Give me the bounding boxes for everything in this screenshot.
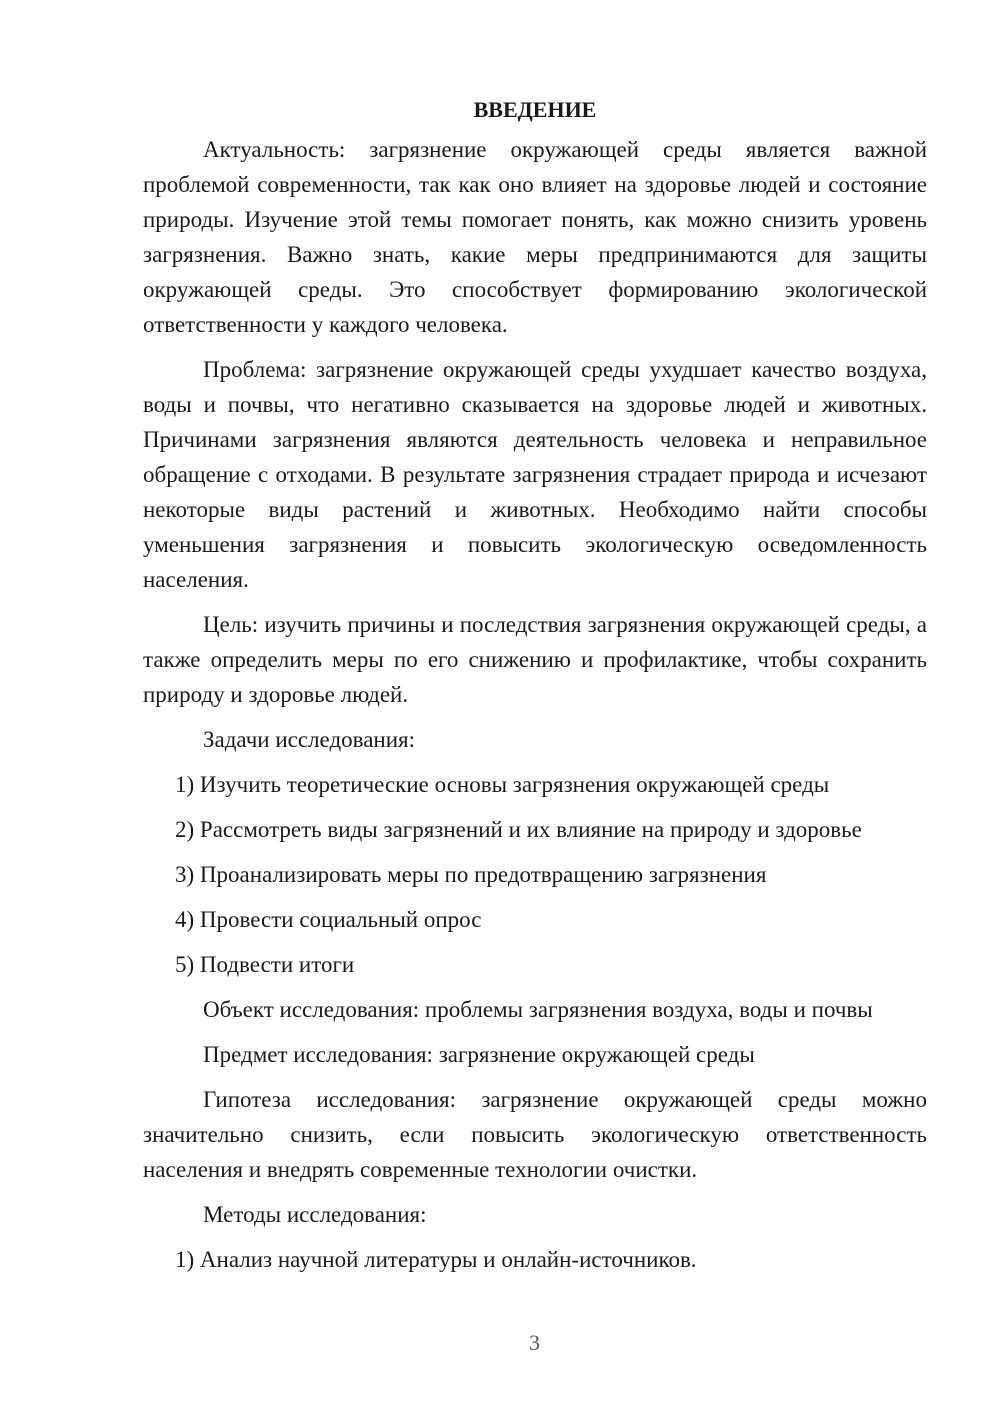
tasks-list xyxy=(143,767,927,982)
methods-heading: Методы исследования: xyxy=(203,1202,427,1227)
list-item: 3) Проанализировать меры по предотвращению загрязнения xyxy=(175,862,767,887)
page-content xyxy=(143,92,927,1287)
list-item: 1) Анализ научной литературы и онлайн-источников. xyxy=(175,1247,697,1272)
tasks-heading: Задачи исследования: xyxy=(203,727,416,752)
methods-list xyxy=(143,1242,927,1277)
list-item: 2) Рассмотреть виды загрязнений и их влияние на природу и здоровье xyxy=(175,817,862,842)
page-number: 3 xyxy=(529,1330,540,1355)
goal-paragraph: Цель: изучить причины и последствия загрязнения окружающей среды, а также определить меры по его снижению и профилактике, чтобы сохранить природу и здоровье людей. xyxy=(143,612,927,707)
list-item: 4) Провести социальный опрос xyxy=(175,907,482,932)
list-item: 5) Подвести итоги xyxy=(175,952,355,977)
problem-paragraph: Проблема: загрязнение окружающей среды ухудшает качество воздуха, воды и почвы, что негативно сказывается на здоровье людей и животных. Причинами загрязнения являются деятельность человека и неправильное обращение с отходами. В результате загрязнения страдает природа и исчезают некоторые виды растений и животных. Необходимо найти способы уменьшения загрязнения и повысить экологическую осведомленность населения. xyxy=(143,357,927,592)
list-item: 1) Изучить теоретические основы загрязнения окружающей среды xyxy=(175,772,830,797)
page-title: ВВЕДЕНИЕ xyxy=(473,97,597,122)
relevance-paragraph: Актуальность: загрязнение окружающей среды является важной проблемой современности, так как оно влияет на здоровье людей и состояние природы. Изучение этой темы помогает понять, как можно снизить уровень загрязнения. Важно знать, какие меры предпринимаются для защиты окружающей среды. Это способствует формированию экологической ответственности у каждого человека. xyxy=(143,137,927,337)
hypothesis-paragraph: Гипотеза исследования: загрязнение окружающей среды можно значительно снизить, если повысить экологическую ответственность населения и внедрять современные технологии очистки. xyxy=(143,1087,927,1182)
object-line: Объект исследования: проблемы загрязнения воздуха, воды и почвы xyxy=(203,997,873,1022)
subject-line: Предмет исследования: загрязнение окружающей среды xyxy=(203,1042,755,1067)
